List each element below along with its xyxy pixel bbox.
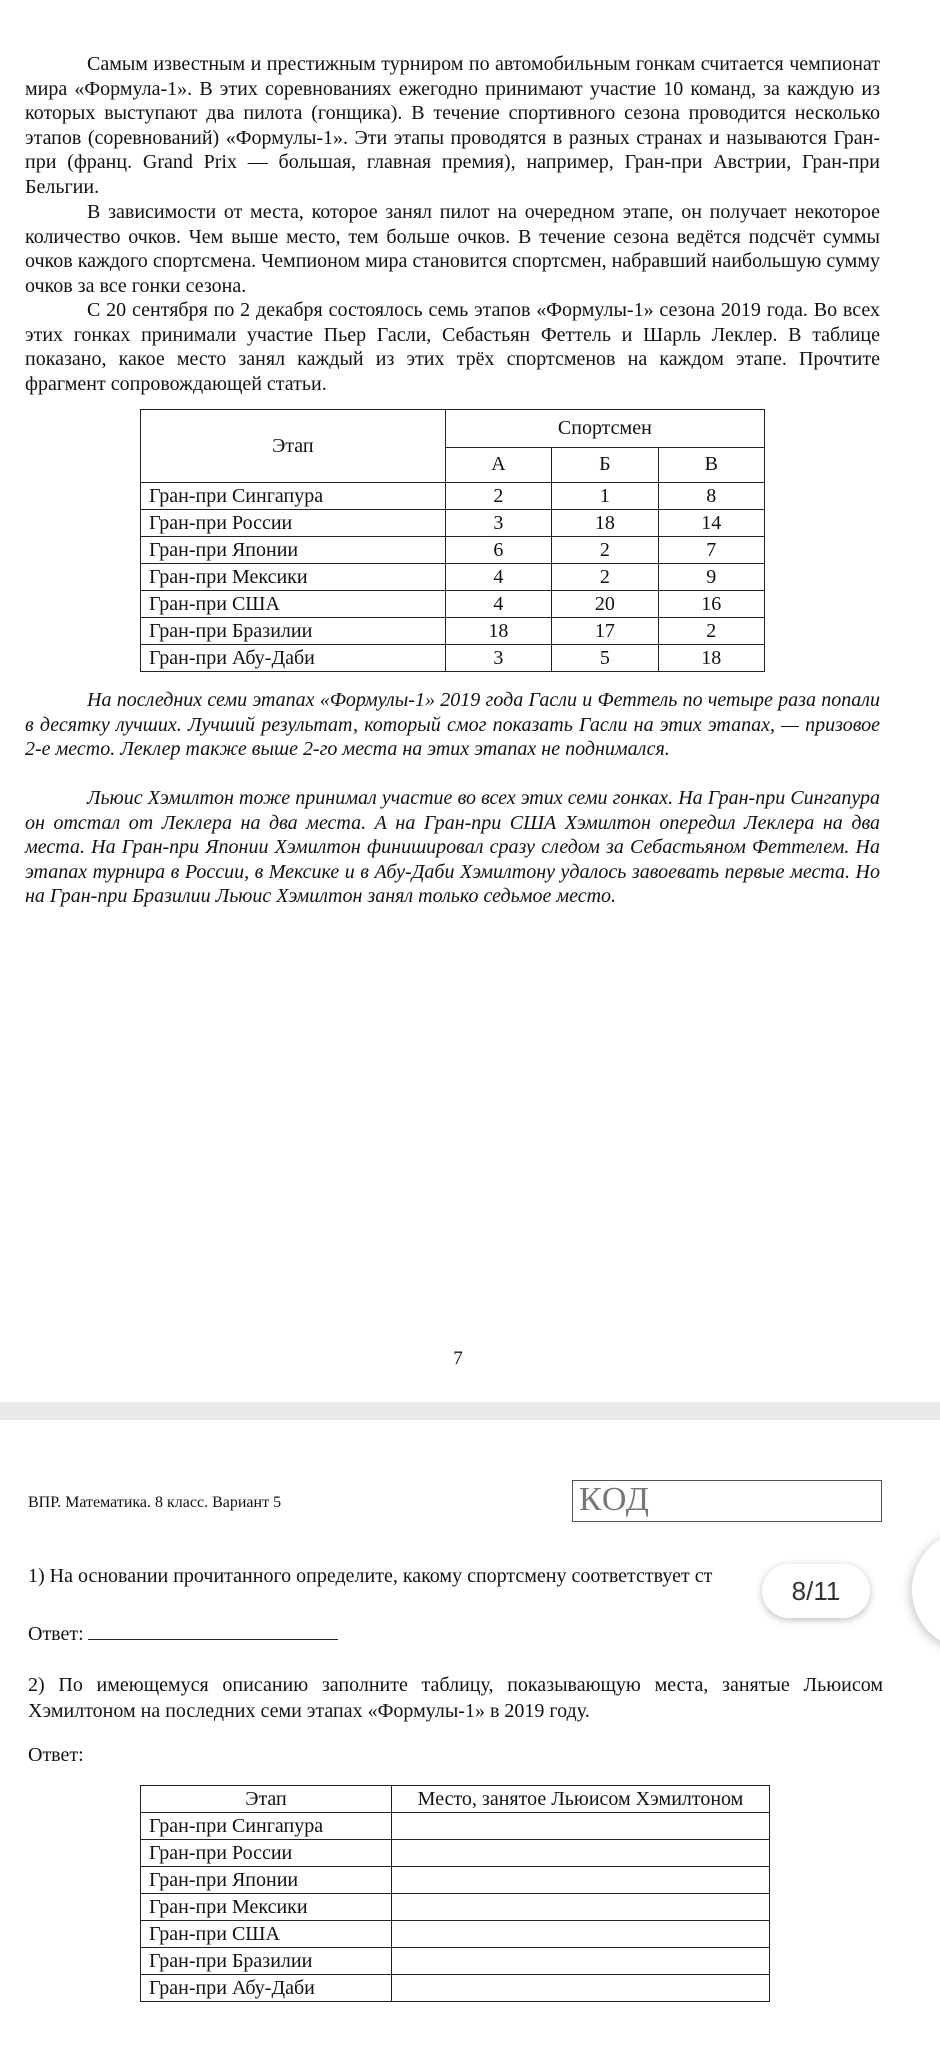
page-number: 7 [453, 1348, 463, 1369]
empty-answer-cell [392, 1840, 770, 1867]
answer-label-2: Ответ: [28, 1744, 84, 1766]
results-header-a: А [445, 447, 551, 483]
stage-cell: Гран-при Бразилии [141, 618, 446, 645]
place-cell: 4 [445, 591, 551, 618]
table-row [141, 510, 765, 537]
table-row [141, 1894, 770, 1921]
table-row [141, 1867, 770, 1894]
stage-cell: Гран-при Абу-Даби [141, 1975, 392, 2002]
empty-answer-cell [392, 1894, 770, 1921]
stage-cell: Гран-при Японии [141, 537, 446, 564]
article-paragraph-2: Льюис Хэмилтон тоже принимал участие во всех этих семи гонках. На Гран-при Сингапура он отстал от Леклера на два места. А на Гран-при США Хэмилтон опередил Леклера на два места. На Гран-при Японии Хэмилтон финишировал сразу следом за Себастьяном Феттелем. На этапах турнира в России, в Мексике и в Абу-Даби Хэмилтону удалось завоевать первые места. Но на Гран-при Бразилии Льюис Хэмилтон занял только седьмое место. [25, 787, 880, 908]
stage-cell: Гран-при Бразилии [141, 1948, 392, 1975]
empty-answer-cell [392, 1921, 770, 1948]
answer-header-place: Место, занятое Льюисом Хэмилтоном [392, 1786, 770, 1813]
empty-answer-cell [392, 1813, 770, 1840]
place-cell: 7 [658, 537, 764, 564]
place-cell: 18 [445, 618, 551, 645]
stage-cell: Гран-при Сингапура [141, 483, 446, 510]
results-table [140, 409, 765, 672]
place-cell: 18 [658, 645, 764, 672]
article-paragraph-1: На последних семи этапах «Формулы-1» 2019 года Гасли и Феттель по четыре раза попали в десятку лучших. Лучший результат, который смог показать Гасли на этих этапах, — призовое 2-е место. Леклер также выше 2-го места на этих этапах не поднимался. [25, 689, 880, 761]
empty-answer-cell [392, 1948, 770, 1975]
table-row [141, 645, 765, 672]
question-2: 2) По имеющемуся описанию заполните таблицу, показывающую места, занятые Льюисом Хэмилтоном на последних семи этапах «Формулы-1» в 2019 году. [28, 1674, 883, 1722]
stage-cell: Гран-при США [141, 591, 446, 618]
place-cell: 18 [552, 510, 658, 537]
table-row [141, 1840, 770, 1867]
results-header-b: Б [552, 447, 658, 483]
question-1: 1) На основании прочитанного определите, какому спортсмену соответствует ст [28, 1565, 713, 1587]
place-cell: 1 [552, 483, 658, 510]
stage-cell: Гран-при России [141, 1840, 392, 1867]
table-row [141, 1975, 770, 2002]
place-cell: 2 [445, 483, 551, 510]
place-cell: 16 [658, 591, 764, 618]
stage-cell: Гран-при России [141, 510, 446, 537]
hamilton-answer-table [140, 1785, 770, 2002]
place-cell: 2 [552, 564, 658, 591]
answer-line-1 [28, 1621, 338, 1646]
table-row [141, 537, 765, 564]
empty-answer-cell [392, 1867, 770, 1894]
table-row [141, 618, 765, 645]
table-row [141, 1948, 770, 1975]
place-cell: 2 [658, 618, 764, 645]
page-header: ВПР. Математика. 8 класс. Вариант 5 [28, 1494, 282, 1511]
code-box: КОД [572, 1480, 882, 1522]
empty-answer-cell [392, 1975, 770, 2002]
stage-cell: Гран-при Мексики [141, 564, 446, 591]
place-cell: 3 [445, 510, 551, 537]
place-cell: 4 [445, 564, 551, 591]
stage-cell: Гран-при Японии [141, 1867, 392, 1894]
stage-cell: Гран-при Абу-Даби [141, 645, 446, 672]
stage-cell: Гран-при Мексики [141, 1894, 392, 1921]
results-header-stage: Этап [141, 410, 446, 483]
intro-paragraph-1: Самым известным и престижным турниром по автомобильным гонкам считается чемпионат мира «Формула-1». В этих соревнованиях ежегодно принимают участие 10 команд, за каждую из которых выступают два пилота (гонщика). В течение спортивного сезона проводится несколько этапов (соревнований) «Формулы-1». Эти этапы проводятся в разных странах и называются Гран-при (франц. Grand Prix — большая, главная премия), например, Гран-при Австрии, Гран-при Бельгии. [25, 53, 880, 198]
results-header-c: В [658, 447, 764, 483]
answer-header-stage: Этап [141, 1786, 392, 1813]
answer-blank [88, 1621, 338, 1640]
place-cell: 5 [552, 645, 658, 672]
place-cell: 3 [445, 645, 551, 672]
place-cell: 8 [658, 483, 764, 510]
answer-label: Ответ: [28, 1623, 84, 1645]
intro-paragraph-2: В зависимости от места, которое занял пилот на очередном этапе, он получает некоторое количество очков. Чем выше место, тем больше очков. В течение сезона ведётся подсчёт суммы очков каждого спортсмена. Чемпионом мира становится спортсмен, набравший наибольшую сумму очков за все гонки сезона. [25, 201, 880, 297]
place-cell: 20 [552, 591, 658, 618]
page-indicator: 8/11 [762, 1564, 870, 1618]
stage-cell: Гран-при Сингапура [141, 1813, 392, 1840]
table-row [141, 1813, 770, 1840]
table-row [141, 483, 765, 510]
intro-paragraph-3: С 20 сентября по 2 декабря состоялось семь этапов «Формулы-1» сезона 2019 года. Во всех этих гонках принимали участие Пьер Гасли, Себастьян Феттель и Шарль Леклер. В таблице показано, какое место занял каждый из этих трёх спортсменов на каждом этапе. Прочтите фрагмент сопровождающей статьи. [25, 299, 880, 395]
place-cell: 6 [445, 537, 551, 564]
table-row [141, 591, 765, 618]
table-row [141, 564, 765, 591]
place-cell: 2 [552, 537, 658, 564]
place-cell: 17 [552, 618, 658, 645]
stage-cell: Гран-при США [141, 1921, 392, 1948]
place-cell: 14 [658, 510, 764, 537]
results-header-athlete: Спортсмен [445, 410, 764, 448]
table-row [141, 1921, 770, 1948]
place-cell: 9 [658, 564, 764, 591]
